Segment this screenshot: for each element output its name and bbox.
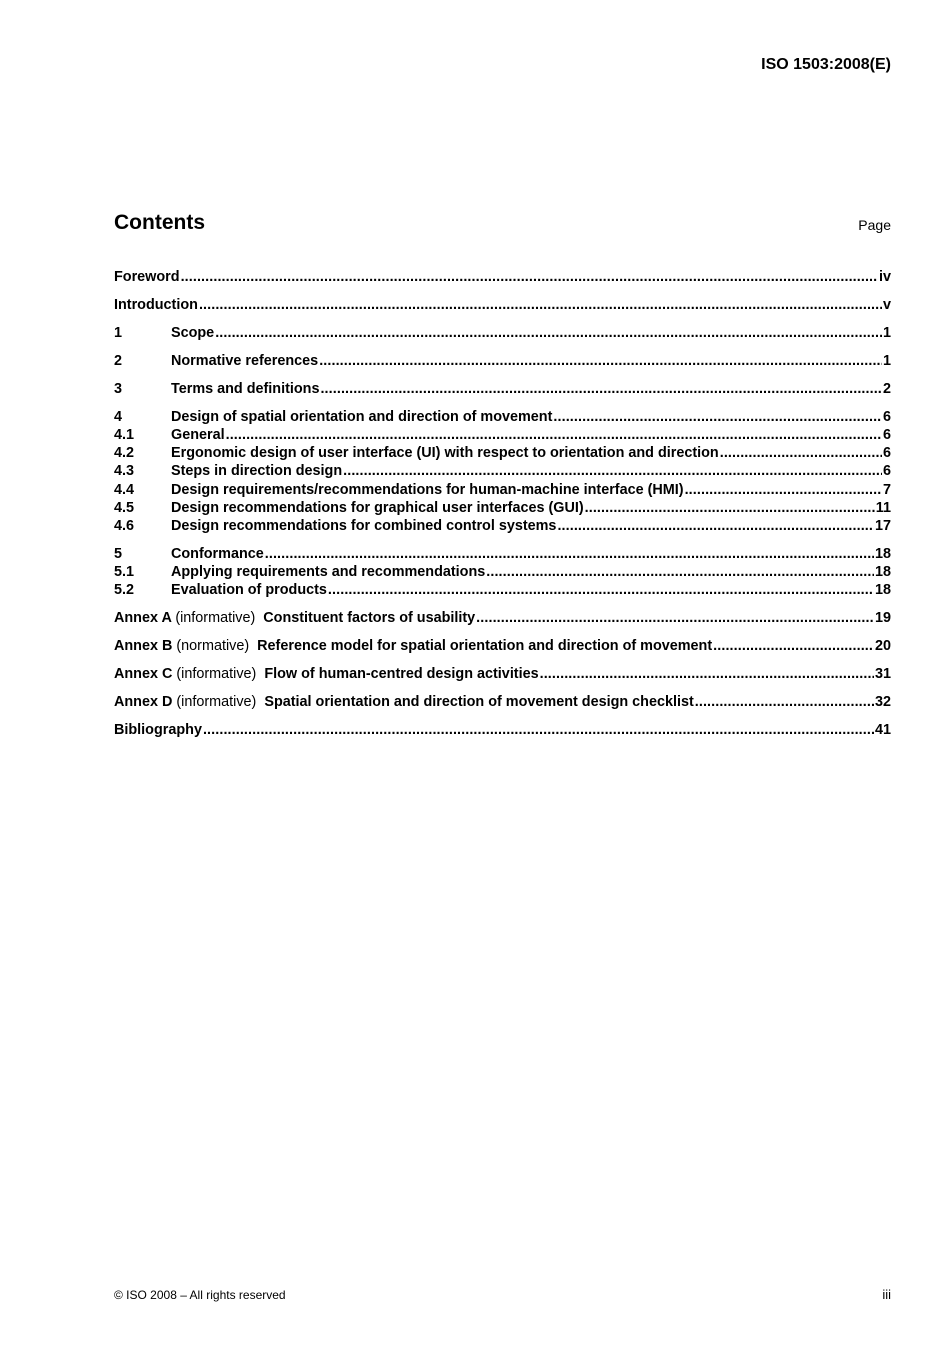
toc-entry-page: 17 bbox=[874, 518, 891, 535]
toc-entry-page: 19 bbox=[874, 610, 891, 627]
toc-entry-introduction[interactable] bbox=[114, 296, 891, 314]
toc-entry-annex-b[interactable] bbox=[114, 637, 891, 655]
toc-entry-title: Design recommendations for combined control systems bbox=[171, 518, 557, 535]
toc-entry-title: Bibliography bbox=[114, 722, 202, 739]
toc-entry-title: Steps in direction design bbox=[171, 463, 343, 480]
toc-entry-page: 18 bbox=[874, 564, 891, 581]
annex-label: Annex A bbox=[114, 610, 172, 627]
toc-entry-page: 18 bbox=[874, 582, 891, 599]
toc-entry-number: 4.5 bbox=[114, 499, 135, 516]
dot-leader bbox=[343, 462, 882, 480]
toc-entry-title: Evaluation of products bbox=[171, 582, 327, 599]
dot-leader bbox=[720, 444, 882, 462]
dot-leader bbox=[181, 268, 878, 286]
annex-title: Constituent factors of usability bbox=[263, 610, 476, 627]
dot-leader bbox=[476, 609, 874, 627]
toc-entry-foreword[interactable] bbox=[114, 268, 891, 286]
toc-entry-title: Ergonomic design of user interface (UI) with respect to orientation and direction bbox=[171, 445, 719, 462]
toc-entry-page: 6 bbox=[882, 427, 891, 444]
toc-entry-title: Terms and definitions bbox=[171, 380, 320, 397]
toc-entry-title: General bbox=[171, 427, 225, 444]
annex-type: (informative) bbox=[176, 694, 257, 711]
document-id: ISO 1503:2008(E) bbox=[761, 56, 891, 73]
contents-title: Contents bbox=[114, 211, 205, 234]
toc-entry-page: 7 bbox=[882, 481, 891, 498]
toc-entry-title: Design recommendations for graphical user interfaces (GUI) bbox=[171, 499, 584, 516]
toc-entry-title bbox=[114, 665, 539, 683]
toc-entry-page: 6 bbox=[882, 463, 891, 480]
toc-entry-number: 5.1 bbox=[114, 564, 135, 581]
toc-entry-5-1[interactable] bbox=[114, 563, 891, 581]
toc-entry-annex-a[interactable] bbox=[114, 609, 891, 627]
toc-entry-title bbox=[114, 693, 694, 711]
toc-entry-page: 18 bbox=[874, 546, 891, 563]
toc-entry-number: 4.2 bbox=[114, 445, 135, 462]
dot-leader bbox=[540, 665, 874, 683]
toc-entry-page: v bbox=[882, 296, 891, 313]
dot-leader bbox=[265, 545, 874, 563]
toc-entry-page: 31 bbox=[874, 666, 891, 683]
toc-entry-page: iv bbox=[878, 269, 891, 285]
toc-entry-page: 1 bbox=[882, 352, 891, 369]
toc-entry-title bbox=[114, 609, 475, 627]
dot-leader bbox=[328, 581, 874, 599]
toc-entry-title: Design requirements/recommendations for human-machine interface (HMI) bbox=[171, 481, 684, 498]
dot-leader bbox=[320, 380, 882, 398]
toc-entry-3[interactable] bbox=[114, 380, 891, 398]
toc-entry-title: Design of spatial orientation and direction of movement bbox=[171, 408, 553, 425]
toc-entry-page: 6 bbox=[882, 445, 891, 462]
toc-entry-4-4[interactable] bbox=[114, 481, 891, 499]
toc-entry-1[interactable] bbox=[114, 324, 891, 342]
page-column-label: Page bbox=[858, 217, 891, 233]
toc-entry-bibliography[interactable] bbox=[114, 721, 891, 739]
copyright-notice: © ISO 2008 – All rights reserved bbox=[114, 1288, 286, 1302]
toc-entry-page: 2 bbox=[882, 380, 891, 397]
toc-entry-4[interactable] bbox=[114, 408, 891, 426]
toc-entry-number: 4.6 bbox=[114, 518, 135, 535]
toc-entry-page: 6 bbox=[882, 408, 891, 425]
annex-title: Spatial orientation and direction of movement design checklist bbox=[264, 694, 694, 711]
toc-entry-number: 3 bbox=[114, 380, 123, 397]
toc-entry-4-3[interactable] bbox=[114, 462, 891, 480]
toc-entry-title: Introduction bbox=[114, 296, 198, 313]
dot-leader bbox=[585, 499, 875, 517]
contents-heading-row bbox=[114, 210, 891, 238]
annex-type: (informative) bbox=[176, 666, 257, 683]
toc-entry-number: 1 bbox=[114, 324, 123, 341]
dot-leader bbox=[695, 693, 874, 711]
toc-entry-number: 2 bbox=[114, 352, 123, 369]
toc-entry-number: 5 bbox=[114, 546, 123, 563]
dot-leader bbox=[553, 408, 882, 426]
dot-leader bbox=[226, 426, 882, 444]
toc-entry-title: Conformance bbox=[171, 546, 264, 563]
dot-leader bbox=[685, 481, 882, 499]
dot-leader bbox=[319, 352, 882, 370]
annex-label: Annex C bbox=[114, 666, 173, 683]
toc-entry-title: Normative references bbox=[171, 352, 319, 369]
toc-entry-page: 11 bbox=[875, 499, 891, 516]
toc-entry-4-6[interactable] bbox=[114, 517, 891, 535]
toc-entry-number: 4.4 bbox=[114, 481, 135, 498]
toc-entry-2[interactable] bbox=[114, 352, 891, 370]
toc-entry-number: 4.3 bbox=[114, 463, 135, 480]
page-number: iii bbox=[882, 1287, 891, 1302]
table-of-contents bbox=[114, 268, 891, 740]
toc-entry-title: Scope bbox=[171, 324, 215, 341]
toc-entry-5-2[interactable] bbox=[114, 581, 891, 599]
toc-entry-annex-d[interactable] bbox=[114, 693, 891, 711]
toc-entry-4-1[interactable] bbox=[114, 426, 891, 444]
dot-leader bbox=[199, 296, 882, 314]
toc-entry-number: 4 bbox=[114, 408, 123, 425]
toc-entry-annex-c[interactable] bbox=[114, 665, 891, 683]
toc-entry-title: Foreword bbox=[114, 269, 180, 285]
dot-leader bbox=[486, 563, 874, 581]
toc-entry-title bbox=[114, 637, 712, 655]
toc-entry-title: Applying requirements and recommendations bbox=[171, 564, 486, 581]
annex-label: Annex D bbox=[114, 694, 173, 711]
annex-type: (normative) bbox=[176, 638, 250, 655]
toc-entry-page: 32 bbox=[874, 694, 891, 711]
toc-entry-number: 5.2 bbox=[114, 582, 135, 599]
dot-leader bbox=[203, 721, 874, 739]
toc-entry-page: 1 bbox=[882, 324, 891, 341]
toc-entry-number: 4.1 bbox=[114, 427, 135, 444]
toc-entry-page: 20 bbox=[874, 638, 891, 655]
toc-entry-4-5[interactable] bbox=[114, 499, 891, 517]
annex-title: Reference model for spatial orientation and direction of movement bbox=[257, 638, 713, 655]
dot-leader bbox=[557, 517, 874, 535]
toc-entry-page: 41 bbox=[874, 722, 891, 739]
annex-title: Flow of human-centred design activities bbox=[264, 666, 539, 683]
annex-type: (informative) bbox=[175, 610, 256, 627]
annex-label: Annex B bbox=[114, 638, 173, 655]
toc-entry-4-2[interactable] bbox=[114, 444, 891, 462]
dot-leader bbox=[713, 637, 874, 655]
dot-leader bbox=[215, 324, 882, 342]
toc-entry-5[interactable] bbox=[114, 545, 891, 563]
